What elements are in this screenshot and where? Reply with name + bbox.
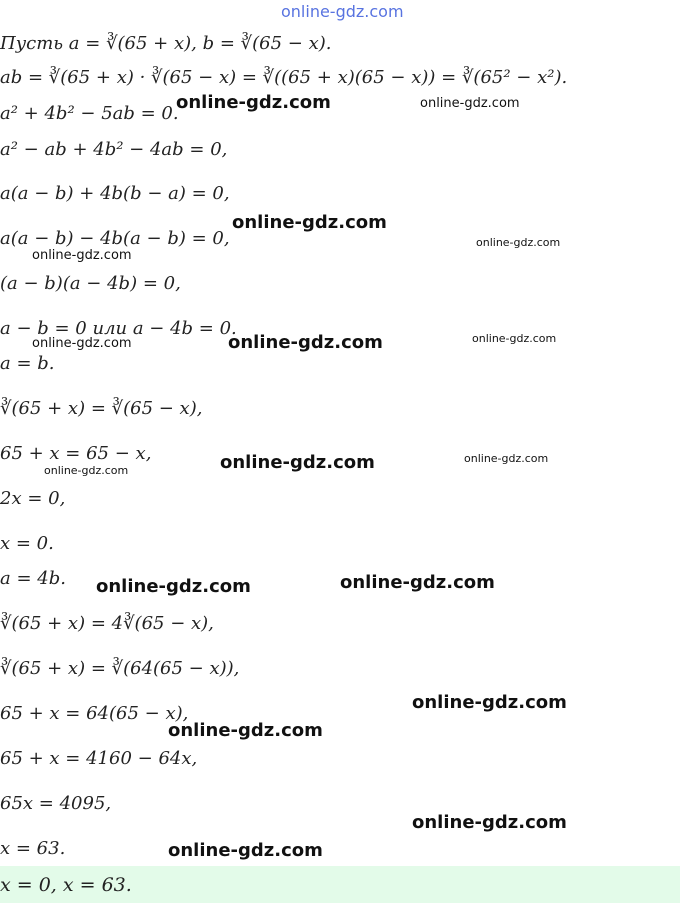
equation-line: a = b. [0,353,55,374]
watermark: online-gdz.com [476,236,561,249]
product-line: ab = ∛(65 + x) · ∛(65 − x) = ∛((65 + x)(65 − x)) = ∛(65² − x²). [0,67,568,88]
equation-line: a(a − b) + 4b(b − a) = 0, [0,183,230,204]
watermark: online-gdz.com [168,840,323,861]
equation-line: (a − b)(a − 4b) = 0, [0,273,181,294]
equation-line: x = 63. [0,838,66,859]
equation-line: a² + 4b² − 5ab = 0. [0,103,179,124]
watermark: online-gdz.com [340,572,495,593]
equation-line: 65x = 4095, [0,793,112,814]
watermark: online-gdz.com [32,336,132,351]
watermark: online-gdz.com [176,92,331,113]
watermark: online-gdz.com [472,332,557,345]
equation-line: a(a − b) − 4b(a − b) = 0, [0,228,230,249]
answer-text: x = 0, x = 63. [0,874,132,896]
equation-line: x = 0. [0,533,54,554]
equation-line: 65 + x = 4160 − 64x, [0,748,198,769]
equation-line: 65 + x = 64(65 − x), [0,703,189,724]
watermark: online-gdz.com [412,812,567,833]
watermark: online-gdz.com [168,720,323,741]
watermark: online-gdz.com [228,332,383,353]
substitution-line: Пусть a = ∛(65 + x), b = ∛(65 − x). [0,33,332,54]
watermark: online-gdz.com [44,464,129,477]
watermark: online-gdz.com [420,96,520,111]
watermark: online-gdz.com [220,452,375,473]
watermark: online-gdz.com [464,452,549,465]
answer-box [0,866,680,903]
equation-line: ∛(65 + x) = ∛(65 − x), [0,398,203,419]
equation-line: 2x = 0, [0,488,66,509]
equation-line: ∛(65 + x) = 4∛(65 − x), [0,613,214,634]
equation-line: a − b = 0 или a − 4b = 0. [0,318,237,339]
watermark-top: online-gdz.com [281,2,404,21]
watermark: online-gdz.com [96,576,251,597]
equation-line: a² − ab + 4b² − 4ab = 0, [0,139,228,160]
equation-line: a = 4b. [0,568,66,589]
watermark: online-gdz.com [412,692,567,713]
watermark: online-gdz.com [232,212,387,233]
watermark: online-gdz.com [32,248,132,263]
equation-line: 65 + x = 65 − x, [0,443,152,464]
equation-line: ∛(65 + x) = ∛(64(65 − x)), [0,658,240,679]
